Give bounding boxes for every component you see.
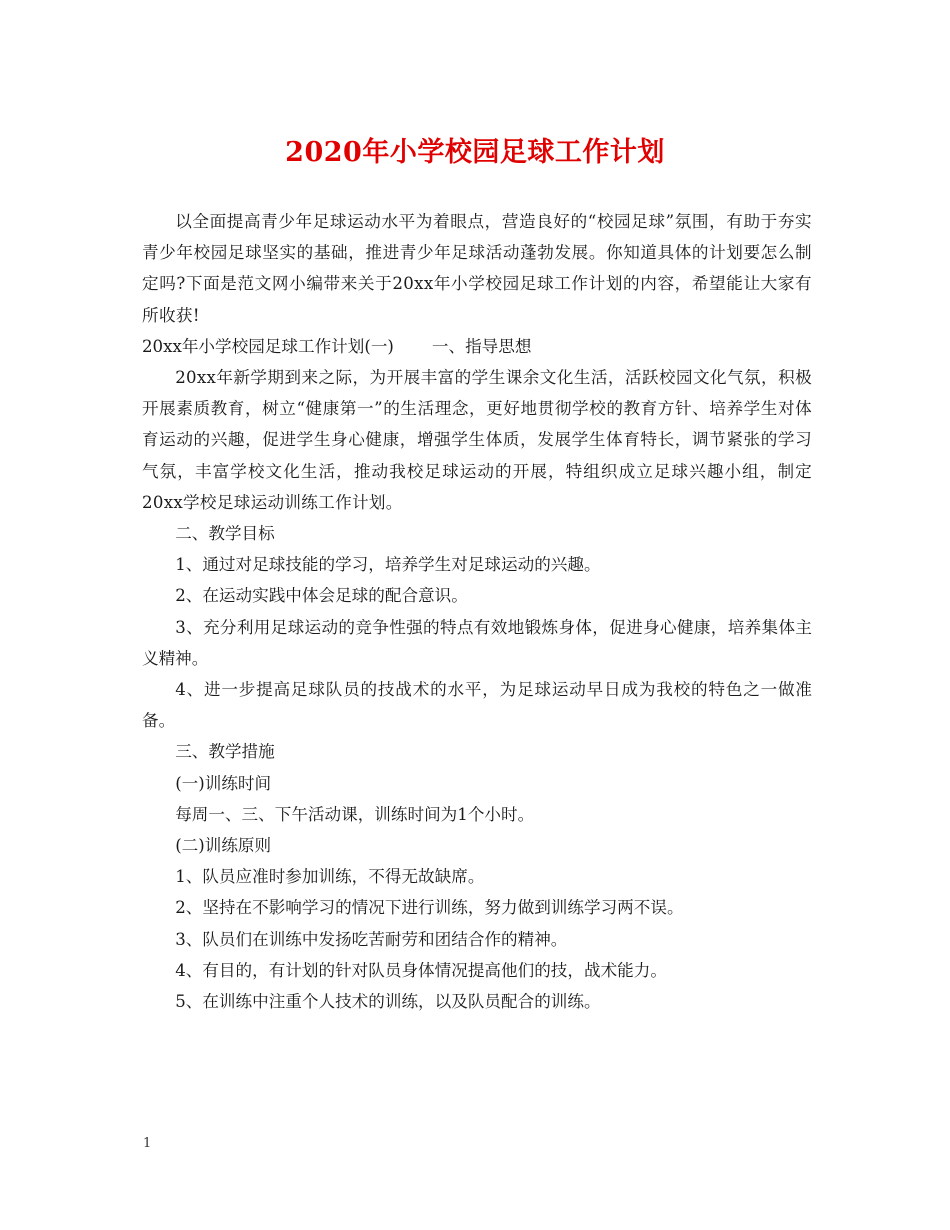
goal-item: 2、在运动实践中体会足球的配合意识。: [175, 586, 468, 606]
principle-item: 4、有目的，有计划的针对队员身体情况提高他们的技，战术能力。: [175, 960, 667, 980]
plan-heading: 20xx年小学校园足球工作计划(一): [142, 336, 394, 356]
section-heading-teaching-goals: 二、教学目标: [175, 524, 275, 544]
goal-item: 4、进一步提高足球队员的技战术的水平，为足球运动早日成为我校的特色之一做准备。: [142, 680, 812, 731]
page-number: 1: [143, 1136, 152, 1151]
principle-item: 5、在训练中注重个人技术的训练，以及队员配合的训练。: [175, 992, 601, 1012]
intro-paragraph: 以全面提高青少年足球运动水平为着眼点，营造良好的“校园足球”氛围，有助于夯实青少年校园足球坚实的基础，推进青少年足球活动蓬勃发展。你知道具体的计划要怎么制定吗?下面是范文网小编带来关于20xx年小学校园足球工作计划的内容，希望能让大家有所收获!: [142, 212, 812, 325]
principle-item: 2、坚持在不影响学习的情况下进行训练，努力做到训练学习两不误。: [175, 898, 684, 918]
document-body: [142, 206, 812, 1017]
goal-item: 1、通过对足球技能的学习，培养学生对足球运动的兴趣。: [175, 555, 601, 575]
subheading-training-time: (一)训练时间: [175, 773, 272, 793]
guiding-ideology-paragraph: 20xx年新学期到来之际，为开展丰富的学生课余文化生活，活跃校园文化气氛，积极开展素质教育，树立“健康第一”的生活理念，更好地贯彻学校的教育方针、培养学生对体育运动的兴趣，促进学生身心健康，增强学生体质，发展学生体育特长，调节紧张的学习气氛，丰富学校文化生活，推动我校足球运动的开展，特组织成立足球兴趣小组，制定20xx学校足球运动训练工作计划。: [142, 368, 812, 512]
plan-heading-line: [142, 331, 812, 362]
subheading-training-principles: (二)训练原则: [175, 836, 272, 856]
section-heading-guiding-ideology: 一、指导思想: [431, 336, 532, 356]
goal-item: 3、充分利用足球运动的竞争性强的特点有效地锻炼身体，促进身心健康，培养集体主义精神。: [142, 617, 812, 668]
principle-item: 3、队员们在训练中发扬吃苦耐劳和团结合作的精神。: [175, 929, 568, 949]
training-time-text: 每周一、三、下午活动课，训练时间为1个小时。: [175, 804, 535, 824]
principle-item: 1、队员应准时参加训练，不得无故缺席。: [175, 867, 485, 887]
document-title: 2020年小学校园足球工作计划: [285, 137, 665, 168]
section-heading-teaching-measures: 三、教学措施: [175, 742, 275, 762]
